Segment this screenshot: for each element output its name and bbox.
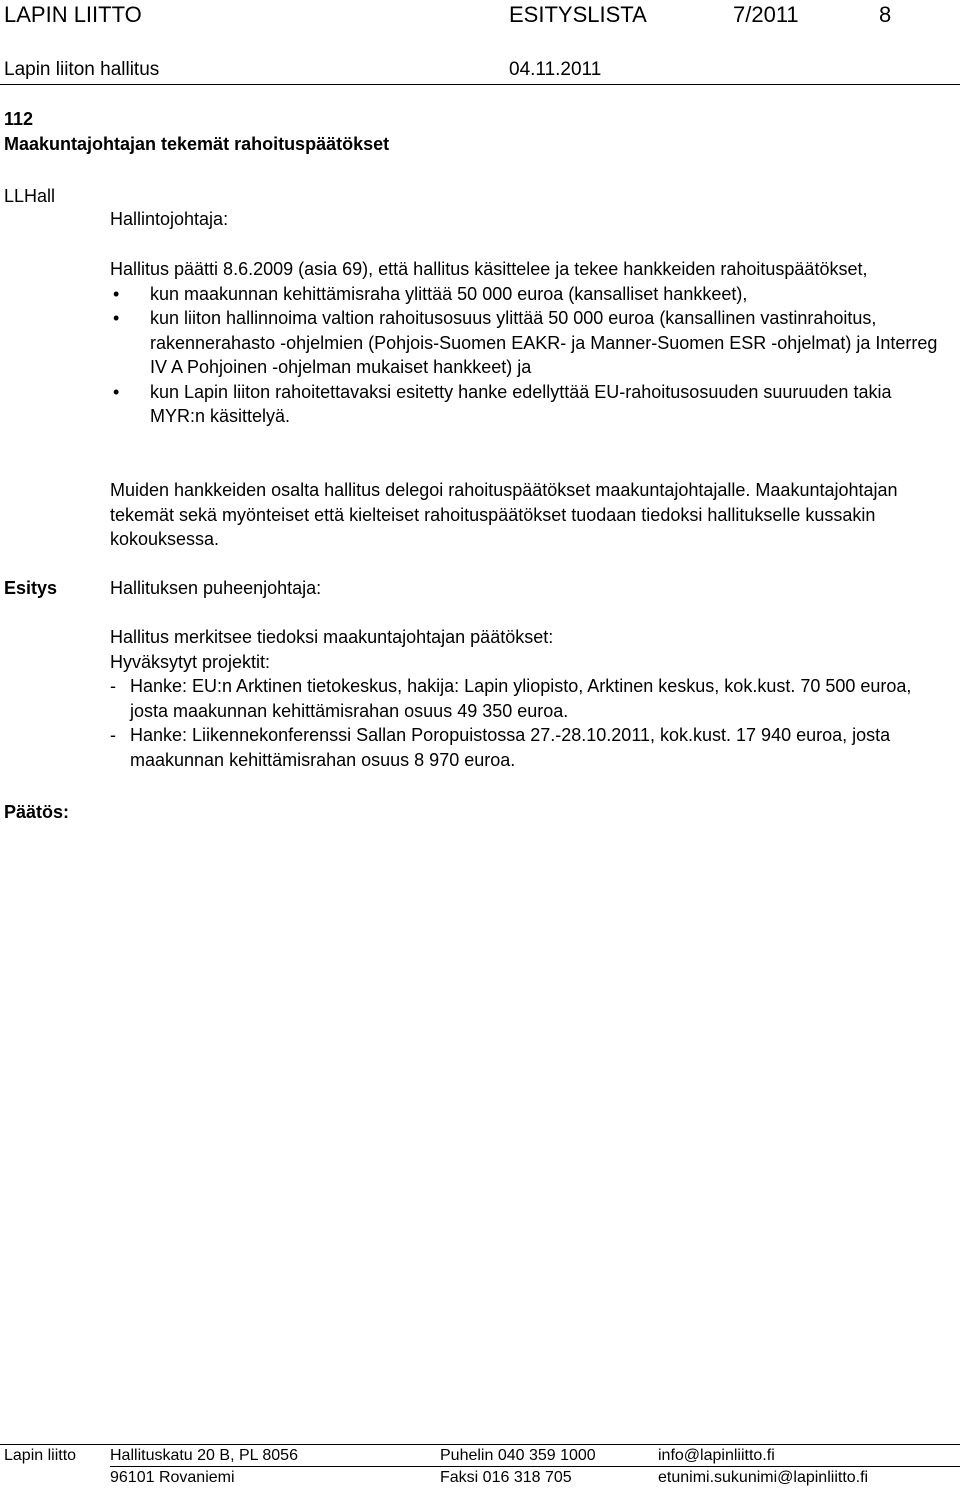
project-text: Hanke: EU:n Arktinen tietokeskus, hakija: Lapin yliopisto, Arktinen keskus, kok.kust. 70 500 euroa, josta maakunnan kehittämisrahan osuus 49 350 euroa. bbox=[130, 676, 912, 721]
item-number: 112 bbox=[4, 109, 34, 129]
dash-marker: - bbox=[110, 676, 116, 696]
delegation-paragraph: Muiden hankkeiden osalta hallitus delegoi rahoituspäätökset maakuntajohtajalle. Maakuntajohtajan tekemät sekä myönteiset että kielteiset rahoituspäätökset tuodaan tiedoksi hallitukselle kussakin kokouksessa. bbox=[110, 480, 898, 549]
header-rule bbox=[0, 84, 960, 85]
preparation-text bbox=[110, 257, 948, 429]
criteria-text: kun maakunnan kehittämisraha ylittää 50 000 euroa (kansalliset hankkeet), bbox=[150, 283, 748, 304]
criteria-item bbox=[110, 306, 948, 380]
footer-postal: 96101 Rovaniemi bbox=[110, 1469, 235, 1486]
proposal-text bbox=[110, 625, 948, 772]
footer-rule bbox=[0, 1444, 960, 1445]
header-date: 04.11.2011 bbox=[509, 59, 602, 80]
footer-org: Lapin liitto bbox=[4, 1447, 77, 1464]
dash-marker: - bbox=[110, 725, 116, 745]
item-code: LLHall bbox=[4, 186, 56, 206]
project-item bbox=[110, 674, 948, 723]
criteria-text: kun liiton hallinnoima valtion rahoitusosuus ylittää 50 000 euroa (kansallinen vastinrahoitus, rakennerahasto -ohjelmien (Pohjois-Suomen EAKR- ja Manner-Suomen ESR -ohjelmat) ja Interreg IV A Pohjoinen -ohjelman mukaiset hankkeet) ja bbox=[150, 308, 938, 377]
project-item bbox=[110, 723, 948, 772]
bullet-icon: • bbox=[113, 283, 120, 304]
proposal-statement: Hallitus merkitsee tiedoksi maakuntajohtajan päätökset: bbox=[110, 627, 554, 647]
project-text: Hanke: Liikennekonferenssi Sallan Poropuistossa 27.-28.10.2011, kok.kust. 17 940 euroa, josta maakunnan kehittämisrahan osuus 8 970 euroa. bbox=[130, 725, 891, 770]
decision-label: Päätös: bbox=[4, 802, 70, 822]
item-title: Maakuntajohtajan tekemät rahoituspäätökset bbox=[4, 134, 390, 154]
header-doc-type: ESITYSLISTA bbox=[509, 2, 647, 27]
header-body: Lapin liiton hallitus bbox=[4, 59, 160, 80]
header-issue: 7/2011 bbox=[733, 2, 799, 27]
criteria-item bbox=[110, 282, 948, 307]
header-org: LAPIN LIITTO bbox=[4, 2, 142, 27]
criteria-list bbox=[110, 282, 948, 429]
footer-fax: Faksi 016 318 705 bbox=[440, 1469, 572, 1486]
bullet-icon: • bbox=[113, 308, 120, 328]
footer-inner-rule bbox=[110, 1466, 960, 1467]
proposal-presenter: Hallituksen puheenjohtaja: bbox=[110, 578, 322, 598]
bullet-icon: • bbox=[113, 381, 120, 402]
footer-phone: Puhelin 040 359 1000 bbox=[440, 1447, 596, 1464]
footer-email-general[interactable]: info@lapinliitto.fi bbox=[658, 1447, 775, 1464]
approved-heading: Hyväksytyt projektit: bbox=[110, 651, 271, 672]
criteria-text: kun Lapin liiton rahoitettavaksi esitetty hanke edellyttää EU-rahoitusosuuden suuruuden takia MYR:n käsittelyä. bbox=[150, 381, 892, 426]
footer-address: Hallituskatu 20 B, PL 8056 bbox=[110, 1447, 298, 1464]
proposal-label: Esitys bbox=[4, 578, 58, 598]
item-presenter: Hallintojohtaja: bbox=[110, 209, 229, 229]
intro-paragraph: Hallitus päätti 8.6.2009 (asia 69), että hallitus käsittelee ja tekee hankkeiden rahoituspäätökset, bbox=[110, 259, 868, 279]
footer-email-pattern[interactable]: etunimi.sukunimi@lapinliitto.fi bbox=[658, 1469, 869, 1486]
header-page-number: 8 bbox=[879, 2, 892, 27]
criteria-item bbox=[110, 380, 948, 429]
